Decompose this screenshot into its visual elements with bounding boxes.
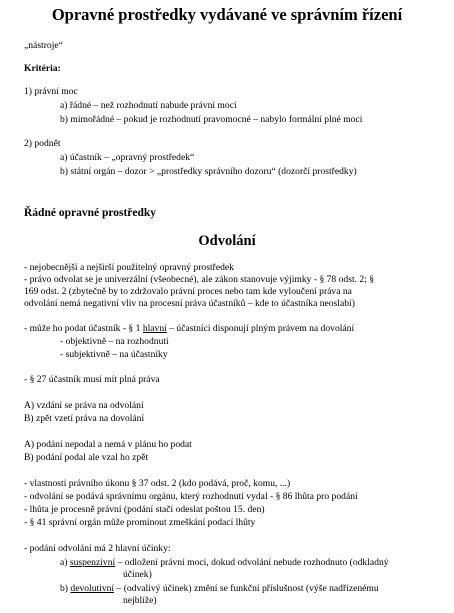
text-line: 169 odst. 2 (zbytečně by to zdržovalo právní proces nebo tam kde vyloučení práva na xyxy=(24,286,352,297)
text-line: - lhůta je procesně právní (podání stačí odeslat poštou 15. den) xyxy=(24,504,265,515)
text-line: - odvolání se podává správnímu orgánu, který rozhodnutí vydal - § 86 lhůta pro podání xyxy=(24,491,358,502)
document-title: Opravné prostředky vydávané ve správním řízení xyxy=(51,5,403,24)
text-line: - § 27 účastník musí mít plná práva xyxy=(24,374,160,385)
text-line: - nejobecnější a nejširší použitelný opravný prostředek xyxy=(24,262,234,273)
underlined-term: suspenzivní xyxy=(69,557,116,568)
nastroje-note: „nástroje“ xyxy=(24,40,63,51)
text-line xyxy=(24,323,354,334)
text-line: B) podání podal ale vzal ho zpět xyxy=(24,452,149,463)
text-line: odvolání nemá negativní vliv na procesní práva účastníků – kde to účastníka neoslabí) xyxy=(24,298,355,309)
text-line: - právo odvolat se je univerzální (všeobecné), ale zákon stanovuje výjimky - § 78 odst. 2; § xyxy=(24,274,375,285)
text-line: - podání odvolání má 2 hlavní účinky: xyxy=(24,543,171,554)
text-line: nejblíže) xyxy=(123,595,157,606)
text-line: - subjektivně – na účastníky xyxy=(60,349,168,360)
text-line xyxy=(60,557,389,568)
criterion-1-heading: 1) právní moc xyxy=(24,86,78,97)
text-line: - vlastnosti právního úkonu § 37 odst. 2 (kdo podává, proč, komu, ...) xyxy=(24,478,291,489)
text-line: B) zpět vzetí práva na dovolání xyxy=(24,413,145,424)
text-segment: b) xyxy=(60,583,71,594)
criterion-1-b: b) mimořádné – pokud je rozhodnutí pravomocné – nabylo formální plné moci xyxy=(60,114,363,125)
text-line: účinek) xyxy=(123,569,152,580)
criterion-2-a: a) účastník – „opravný prostředek“ xyxy=(60,152,195,163)
text-line: - § 41 správní orgán může prominout zmeškání podací lhůty xyxy=(24,517,256,528)
text-line: A) podání nepodal a nemá v plánu ho podat xyxy=(24,439,192,450)
text-segment: – (odvalivý účinek) změní se funkční příslušnost (výše nadřízenému xyxy=(114,583,379,594)
text-segment: – odložení právní moci, dokud odvolání nebude rozhodnuto (odkladný xyxy=(115,557,389,568)
text-segment: - může ho podat účastník - § 1 xyxy=(24,323,143,334)
text-line: A) vzdání se práva na odvolání xyxy=(24,400,144,411)
text-segment: a) xyxy=(60,557,70,568)
text-line: - objektivně – na rozhodnutí xyxy=(60,336,169,347)
criterion-1-a: a) řádné – než rozhodnutí nabude právní moci xyxy=(60,100,237,111)
underlined-term: devolutivní xyxy=(70,583,115,594)
text-line xyxy=(60,583,379,594)
section-heading: Řádné opravné prostředky xyxy=(24,207,157,219)
text-segment: – účastníci disponují plným právem na dovolání xyxy=(166,323,355,334)
kriteria-heading: Kritéria: xyxy=(24,63,61,74)
criterion-2-b: b) státní orgán – dozor > „prostředky správního dozoru“ (dozorčí prostředky) xyxy=(60,166,357,177)
underlined-term: hlavní xyxy=(142,323,167,334)
criterion-2-heading: 2) podnět xyxy=(24,138,61,149)
odvolani-heading: Odvolání xyxy=(198,233,256,249)
